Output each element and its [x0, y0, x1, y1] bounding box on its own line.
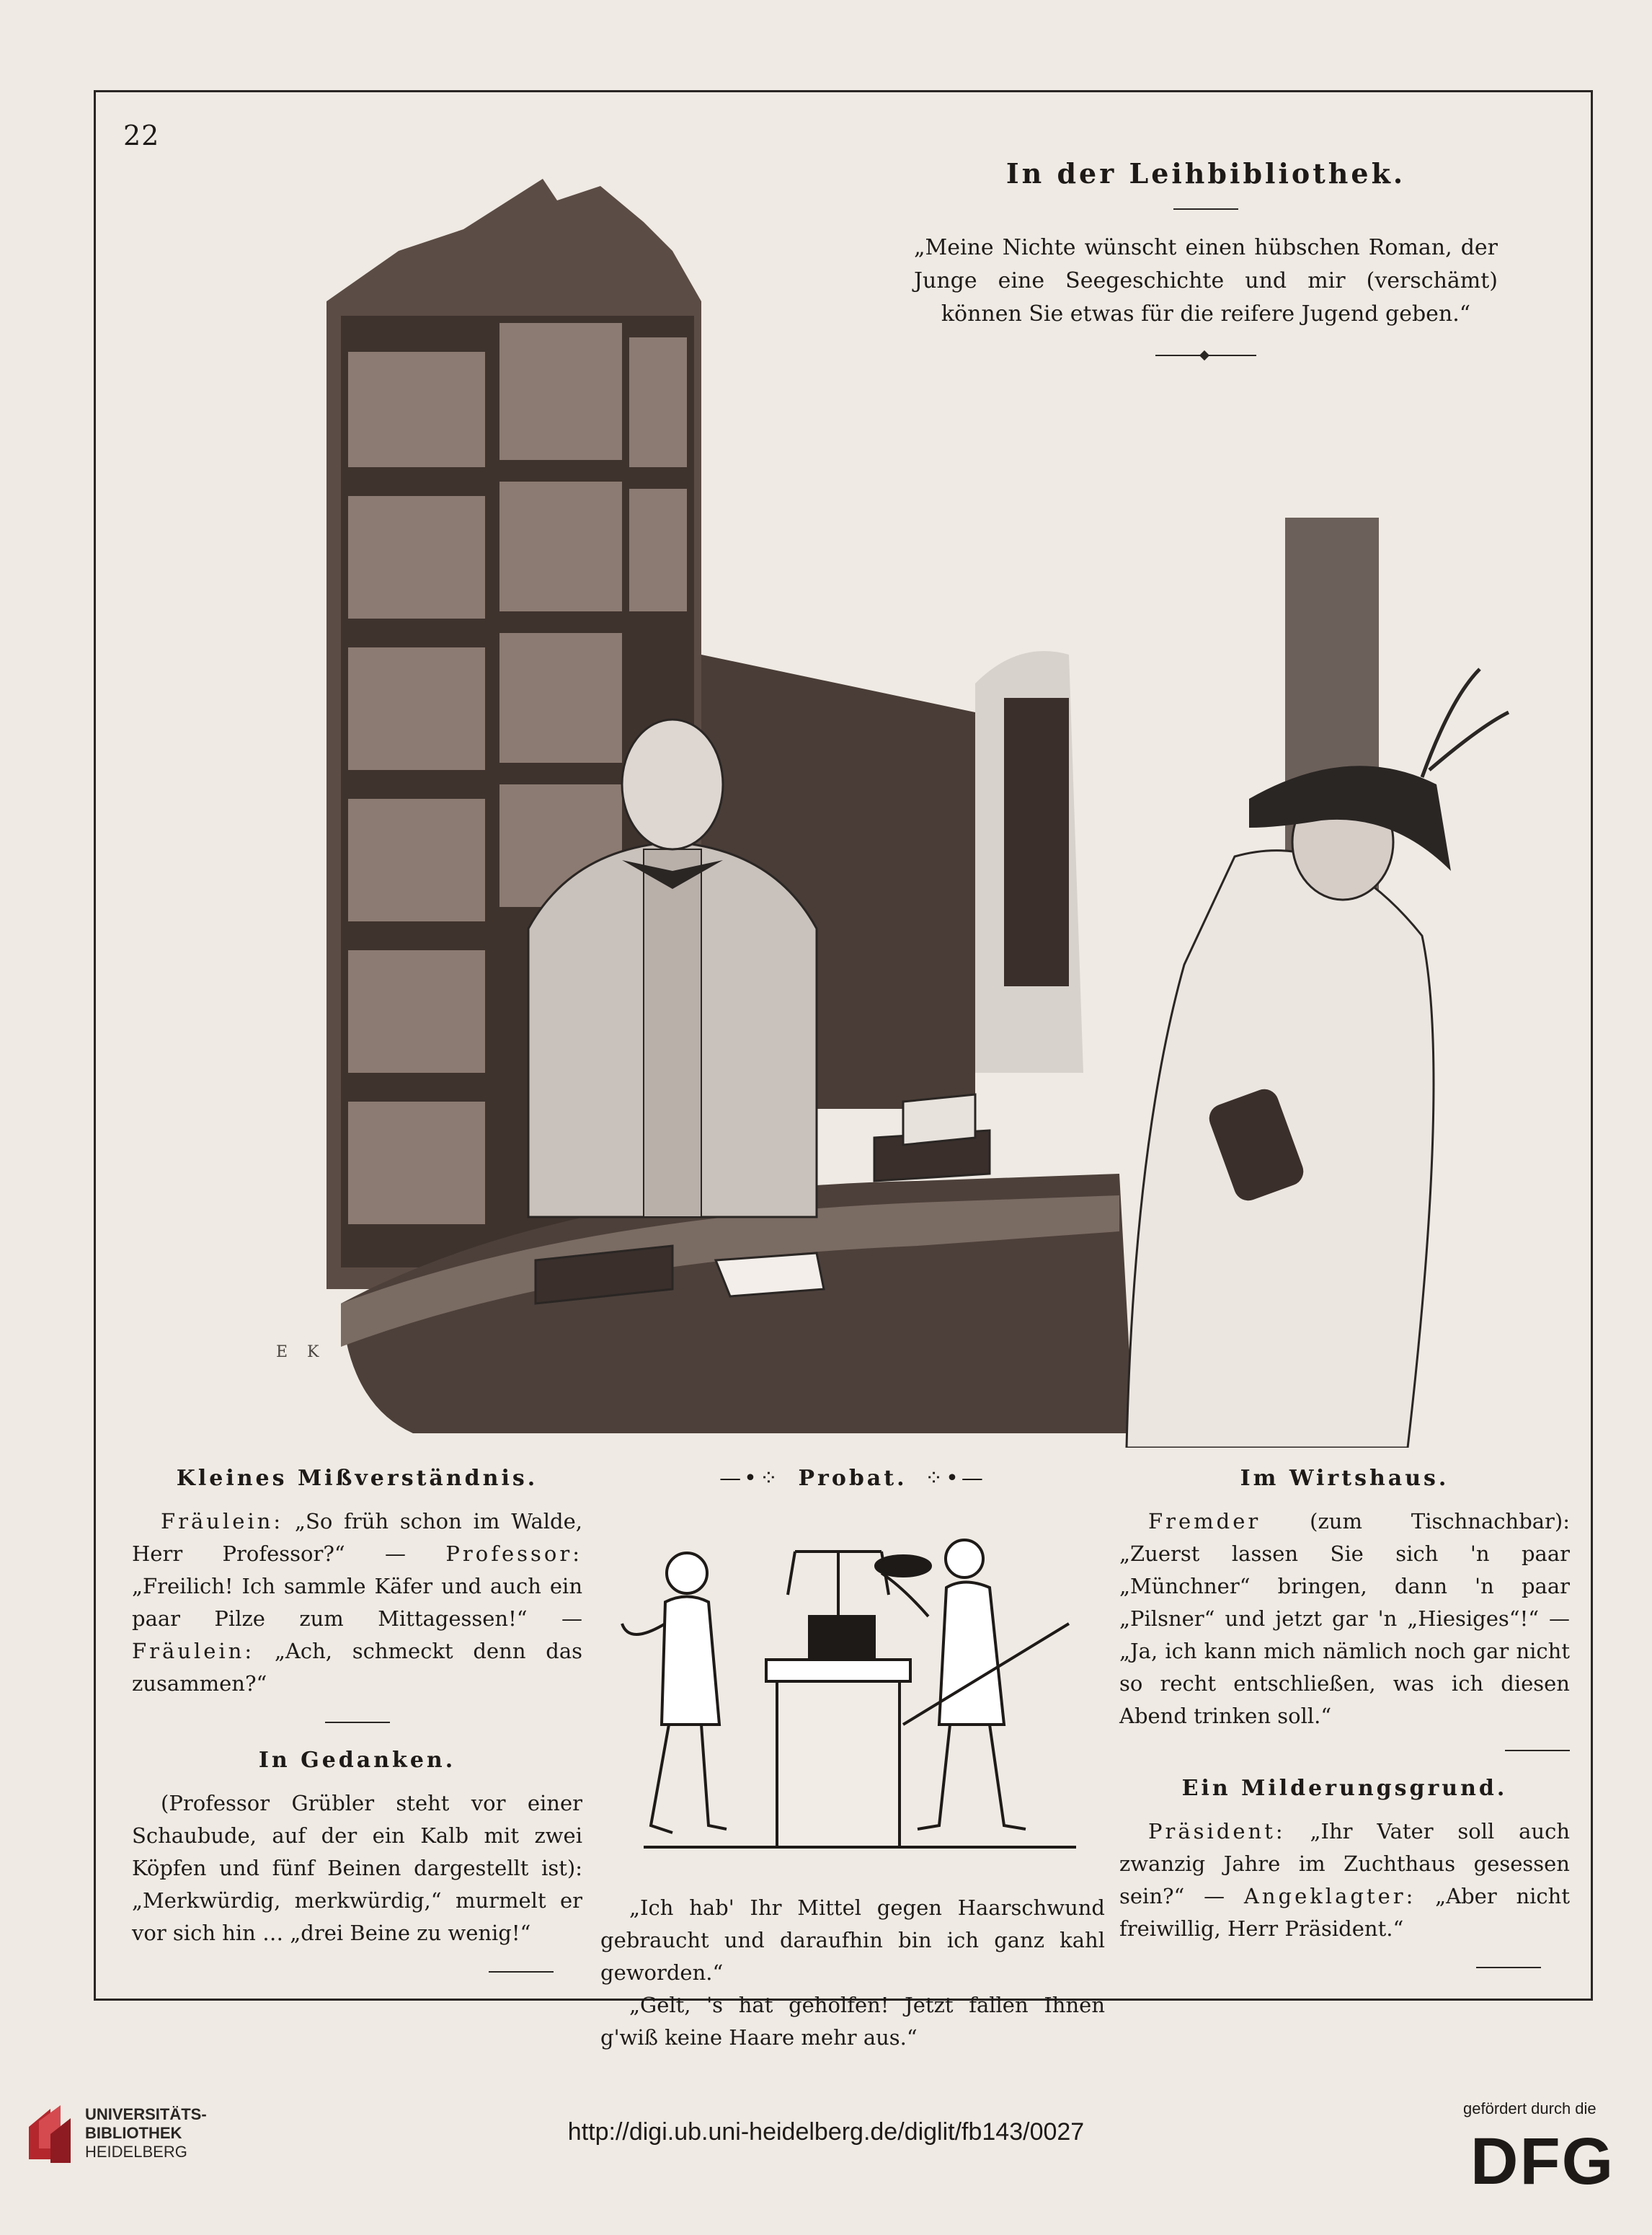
heading-probat	[600, 1466, 1105, 1491]
heading-im-wirtshaus: Im Wirtshaus.	[1240, 1466, 1449, 1491]
dialogue-text: (zum Tischnachbar): „Zuerst lassen Sie sich 'n paar „Münchner“ bringen, dann 'n paar „Pilsner“ und jetzt gar 'n „Hiesiges“!“ — „Ja, ich kann mich nämlich noch gar nicht so recht entschließen, was ich diesen Abend trinken soll.“	[1119, 1509, 1570, 1728]
title-rule	[1173, 208, 1238, 210]
heading-ein-milderungsgrund: Ein Milderungsgrund.	[1181, 1776, 1508, 1801]
cartoon-title: In der Leihbibliothek.	[1005, 157, 1406, 190]
section-divider	[1476, 1967, 1541, 1968]
artist-signature: E K	[276, 1343, 327, 1361]
cartoon-caption: „Meine Nichte wünscht einen hübschen Roman, der Junge eine Seegeschichte und mir (verschämt) können Sie etwas für die reifere Jugend geben.“	[914, 235, 1498, 327]
dialogue-text: „Freilich! Ich sammle Käfer und auch ein paar Pilze zum Mittagessen!“ —	[132, 1574, 582, 1631]
page-number: 22	[123, 120, 160, 151]
heading-probat-text: Probat.	[798, 1466, 907, 1491]
lady-figure	[1127, 669, 1509, 1448]
speaker-name: Fremder	[1148, 1509, 1261, 1533]
speaker-name: Präsident:	[1148, 1819, 1286, 1844]
heading-kleines-missverstaendnis: Kleines Mißverständnis.	[176, 1466, 538, 1491]
page-frame	[94, 90, 1593, 2050]
library-name-line-2: BIBLIOTHEK	[85, 2124, 182, 2142]
library-name-line-1: UNIVERSITÄTS-	[85, 2105, 207, 2123]
paragraph-in-gedanken: (Professor Grübler steht vor einer Schaubude, auf der ein Kalb mit zwei Köpfen und fünf Beinen dargestellt ist): „Merkwürdig, merkwürdig,“ murmelt er vor sich hin … „drei Beine zu wenig!“	[132, 1791, 582, 1945]
digitization-footer	[0, 2076, 1652, 2235]
right-column	[1119, 1466, 1570, 1993]
paragraph-probat-1: „Ich hab' Ihr Mittel gegen Haarschwund gebraucht und daraufhin bin ich ganz kahl geworden.“	[600, 1895, 1105, 1985]
source-url-link[interactable]: http://digi.ub.uni-heidelberg.de/diglit/fb143/0027	[567, 2118, 1085, 2146]
left-column	[132, 1466, 582, 1997]
speaker-name: Professor:	[445, 1541, 582, 1566]
funded-by-label: gefördert durch die	[1463, 2099, 1597, 2117]
pharmacy-cartoon-illustration	[600, 1508, 1105, 1876]
speaker-name: Fräulein:	[161, 1509, 284, 1533]
speaker-name: Angeklagter:	[1243, 1884, 1416, 1908]
dialogue-text: „Ach, schmeckt denn das zusammen?“	[132, 1639, 582, 1696]
dfg-logo: DFG	[1470, 2125, 1615, 2198]
section-divider	[325, 1722, 390, 1723]
cartoon-title-block	[860, 157, 1552, 360]
speaker-name: Fräulein:	[132, 1639, 255, 1663]
heading-flourish-left: —•⁘	[719, 1466, 781, 1491]
dialogue-text: „Ihr Vater soll auch zwanzig Jahre im Zuchthaus gesessen sein?“ —	[1119, 1819, 1570, 1908]
middle-column	[600, 1466, 1105, 2054]
paragraph-im-wirtshaus	[1119, 1505, 1570, 1732]
paragraph-ein-milderungsgrund	[1119, 1815, 1570, 1945]
paragraph-probat-2: „Gelt, 's hat geholfen! Jetzt fallen Ihnen g'wiß keine Haare mehr aus.“	[600, 1993, 1105, 2050]
section-divider	[1505, 1750, 1570, 1751]
library-name-line-3: HEIDELBERG	[85, 2143, 187, 2161]
section-divider	[489, 1971, 554, 1973]
dialogue-text: „So früh schon im Walde, Herr Professor?“ —	[132, 1509, 582, 1566]
paragraph-kleines-missverstaendnis	[132, 1505, 582, 1700]
heading-in-gedanken: In Gedanken.	[258, 1748, 456, 1773]
heading-flourish-right: ⁘•—	[925, 1466, 986, 1491]
ornament-divider	[1155, 351, 1256, 360]
dialogue-text: „Aber nicht freiwillig, Herr Präsident.“	[1119, 1884, 1570, 1941]
